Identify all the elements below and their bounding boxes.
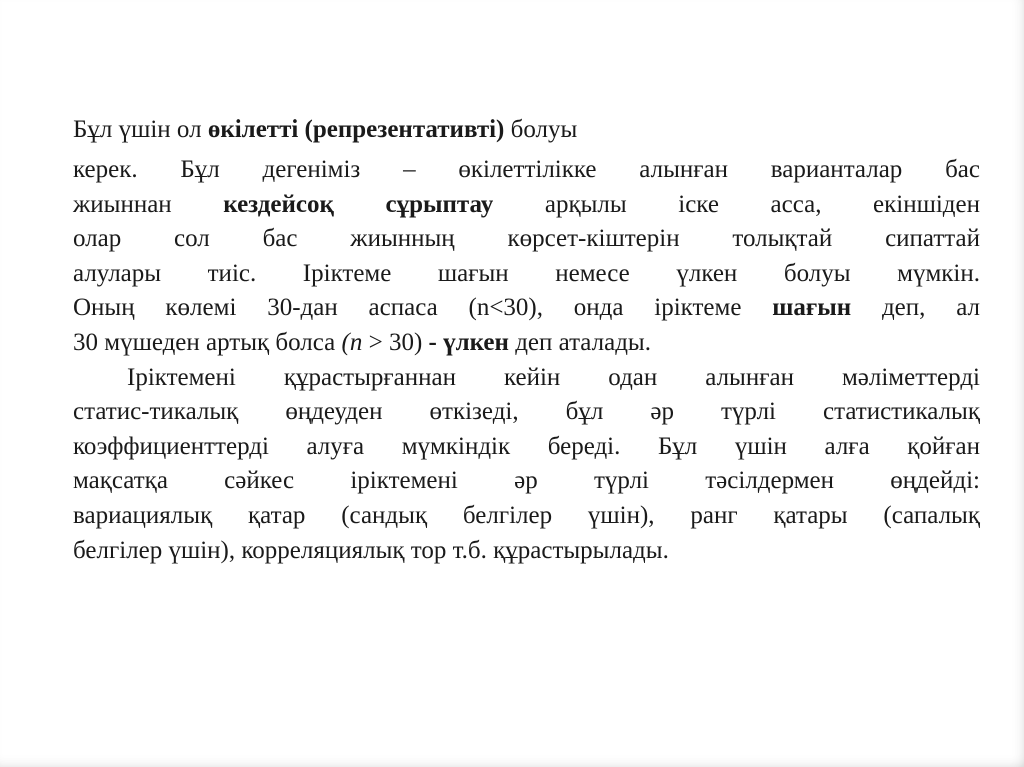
text-run: деп аталады. <box>508 328 651 356</box>
paragraph1-line4: олар сол бас жиынның көрсет-кіштерін толықтай сипаттай <box>73 225 980 253</box>
paragraph2-line6: белгілер үшін), корреляциялық тор т.б. құрастырылады. <box>73 536 669 564</box>
paragraph2-line4: мақсатқа сәйкес іріктемені әр түрлі тәсілдермен өңдейді: <box>73 467 980 495</box>
bold-term: кездейсоқ сұрыптау <box>223 190 494 218</box>
text-run: 30 мүшеден артық болса <box>73 328 342 356</box>
text-run: болуы <box>504 116 578 143</box>
paragraph1-line3 <box>73 188 980 223</box>
text-run: жиыннан <box>73 190 224 218</box>
text-run: Бұл үшін ол <box>73 116 208 143</box>
body-text <box>73 113 980 568</box>
text-run: Оның көлемі 30-дан аспаса (n<30), онда іріктеме <box>73 294 773 322</box>
text-run: > 30) <box>362 328 429 356</box>
paragraph2-line5: вариациялық қатар (сандық белгілер үшін), ранг қатары (сапалық <box>73 501 980 529</box>
text-run: деп, ал <box>851 294 980 322</box>
paragraph1-line7 <box>73 326 980 361</box>
bold-term: - үлкен <box>428 328 509 356</box>
paragraph1-line6 <box>73 291 980 326</box>
paragraph1-line2: керек. Бұл дегеніміз – өкілеттілікке алынған варианталар бас <box>73 156 980 183</box>
paragraph2-line3: коэффициенттерді алуға мүмкіндік береді. Бұл үшін алға қойған <box>73 432 980 460</box>
paragraph1-line1 <box>73 113 980 153</box>
paragraph2-line1: Іріктемені құрастырғаннан кейін одан алынған мәліметтерді <box>127 363 980 391</box>
paragraph2-line2: статис-тикалық өңдеуден өткізеді, бұл әр түрлі статистикалық <box>73 398 980 426</box>
paragraph1-line5: алулары тиіс. Іріктеме шағын немесе үлкен болуы мүмкін. <box>73 259 980 287</box>
bold-term: шағын <box>772 294 852 322</box>
text-run: арқылы іске асса, екіншіден <box>493 190 981 218</box>
italic-variable: (n <box>341 328 363 356</box>
bold-term: өкілетті (репрезентативті) <box>207 116 505 143</box>
